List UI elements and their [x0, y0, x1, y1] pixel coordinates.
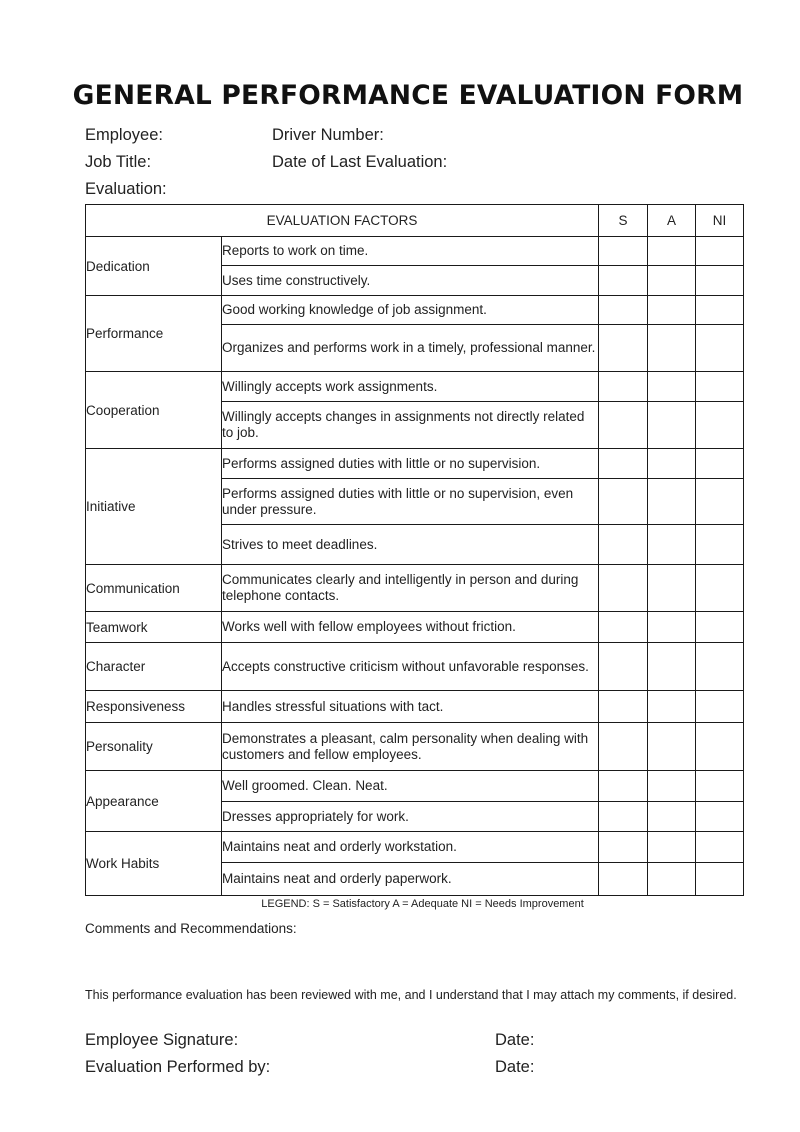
- evaluation-item: Handles stressful situations with tact.: [222, 691, 599, 723]
- evaluation-item: Organizes and performs work in a timely, professional manner.: [222, 325, 599, 372]
- evaluation-item: Performs assigned duties with little or no supervision, even under pressure.: [222, 479, 599, 525]
- rating-cell-needs-improvement[interactable]: [696, 237, 744, 266]
- category-label: Dedication: [86, 237, 222, 296]
- rating-cell-satisfactory[interactable]: [599, 565, 648, 612]
- rating-cell-needs-improvement[interactable]: [696, 325, 744, 372]
- rating-cell-needs-improvement[interactable]: [696, 296, 744, 325]
- evaluation-item: Good working knowledge of job assignment.: [222, 296, 599, 325]
- rating-cell-adequate[interactable]: [648, 325, 696, 372]
- evaluation-item: Well groomed. Clean. Neat.: [222, 771, 599, 802]
- rating-cell-satisfactory[interactable]: [599, 266, 648, 296]
- rating-cell-adequate[interactable]: [648, 565, 696, 612]
- table-row: [86, 612, 744, 643]
- table-row: [86, 237, 744, 266]
- header-evaluation-factors: EVALUATION FACTORS: [86, 205, 599, 237]
- rating-cell-adequate[interactable]: [648, 771, 696, 802]
- rating-cell-needs-improvement[interactable]: [696, 372, 744, 402]
- header-adequate: A: [648, 205, 696, 237]
- table-row: [86, 691, 744, 723]
- table-row: [86, 723, 744, 771]
- comments-label[interactable]: Comments and Recommendations:: [85, 921, 297, 936]
- rating-cell-adequate[interactable]: [648, 296, 696, 325]
- rating-cell-needs-improvement[interactable]: [696, 771, 744, 802]
- rating-cell-satisfactory[interactable]: [599, 479, 648, 525]
- category-label: Communication: [86, 565, 222, 612]
- table-row: [86, 832, 744, 863]
- rating-cell-satisfactory[interactable]: [599, 325, 648, 372]
- category-label: Character: [86, 643, 222, 691]
- rating-cell-adequate[interactable]: [648, 643, 696, 691]
- category-label: Responsiveness: [86, 691, 222, 723]
- table-row: [86, 565, 744, 612]
- evaluation-item: Reports to work on time.: [222, 237, 599, 266]
- rating-cell-satisfactory[interactable]: [599, 832, 648, 863]
- rating-cell-satisfactory[interactable]: [599, 723, 648, 771]
- rating-cell-needs-improvement[interactable]: [696, 863, 744, 896]
- rating-cell-needs-improvement[interactable]: [696, 479, 744, 525]
- table-row: [86, 372, 744, 402]
- category-label: Performance: [86, 296, 222, 372]
- evaluation-item: Maintains neat and orderly workstation.: [222, 832, 599, 863]
- category-label: Personality: [86, 723, 222, 771]
- rating-cell-adequate[interactable]: [648, 266, 696, 296]
- date-last-evaluation-field-label[interactable]: Date of Last Evaluation:: [272, 153, 448, 171]
- rating-cell-needs-improvement[interactable]: [696, 449, 744, 479]
- rating-cell-adequate[interactable]: [648, 372, 696, 402]
- rating-cell-needs-improvement[interactable]: [696, 643, 744, 691]
- driver-number-field-label[interactable]: Driver Number:: [272, 126, 384, 144]
- rating-cell-satisfactory[interactable]: [599, 643, 648, 691]
- evaluation-item: Uses time constructively.: [222, 266, 599, 296]
- acknowledgement-text: This performance evaluation has been reviewed with me, and I understand that I may attach my comments, if desired.: [85, 988, 737, 1002]
- evaluation-item: Strives to meet deadlines.: [222, 525, 599, 565]
- table-row: [86, 771, 744, 802]
- employee-signature-label[interactable]: Employee Signature:: [85, 1031, 239, 1049]
- rating-cell-satisfactory[interactable]: [599, 402, 648, 449]
- evaluation-item: Demonstrates a pleasant, calm personality when dealing with customers and fellow employees.: [222, 723, 599, 771]
- employee-date-label[interactable]: Date:: [495, 1031, 535, 1049]
- rating-cell-satisfactory[interactable]: [599, 863, 648, 896]
- rating-cell-needs-improvement[interactable]: [696, 691, 744, 723]
- header-needs-improvement: NI: [696, 205, 744, 237]
- rating-cell-adequate[interactable]: [648, 479, 696, 525]
- evaluation-item: Communicates clearly and intelligently in person and during telephone contacts.: [222, 565, 599, 612]
- category-label: Appearance: [86, 771, 222, 832]
- rating-cell-needs-improvement[interactable]: [696, 402, 744, 449]
- category-label: Cooperation: [86, 372, 222, 449]
- rating-cell-needs-improvement[interactable]: [696, 723, 744, 771]
- rating-cell-adequate[interactable]: [648, 832, 696, 863]
- performed-date-label[interactable]: Date:: [495, 1058, 535, 1076]
- rating-cell-adequate[interactable]: [648, 863, 696, 896]
- rating-cell-satisfactory[interactable]: [599, 296, 648, 325]
- rating-cell-adequate[interactable]: [648, 691, 696, 723]
- rating-cell-satisfactory[interactable]: [599, 525, 648, 565]
- form-title: GENERAL PERFORMANCE EVALUATION FORM: [72, 80, 744, 111]
- employee-field-label[interactable]: Employee:: [85, 126, 163, 144]
- table-row: [86, 296, 744, 325]
- evaluation-field-label[interactable]: Evaluation:: [85, 180, 167, 198]
- table-row: [86, 449, 744, 479]
- rating-cell-needs-improvement[interactable]: [696, 266, 744, 296]
- rating-cell-adequate[interactable]: [648, 525, 696, 565]
- table-row: [86, 643, 744, 691]
- table-header-row: [86, 205, 744, 237]
- rating-cell-needs-improvement[interactable]: [696, 612, 744, 643]
- rating-cell-adequate[interactable]: [648, 802, 696, 832]
- category-label: Teamwork: [86, 612, 222, 643]
- rating-cell-satisfactory[interactable]: [599, 237, 648, 266]
- rating-cell-needs-improvement[interactable]: [696, 832, 744, 863]
- rating-cell-satisfactory[interactable]: [599, 691, 648, 723]
- rating-cell-satisfactory[interactable]: [599, 612, 648, 643]
- rating-cell-satisfactory[interactable]: [599, 771, 648, 802]
- rating-cell-needs-improvement[interactable]: [696, 525, 744, 565]
- rating-cell-adequate[interactable]: [648, 449, 696, 479]
- rating-cell-satisfactory[interactable]: [599, 449, 648, 479]
- performed-by-label[interactable]: Evaluation Performed by:: [85, 1058, 271, 1076]
- evaluation-item: Performs assigned duties with little or no supervision.: [222, 449, 599, 479]
- category-label: Initiative: [86, 449, 222, 565]
- evaluation-table: [85, 204, 744, 896]
- evaluation-item: Willingly accepts changes in assignments not directly related to job.: [222, 402, 599, 449]
- category-label: Work Habits: [86, 832, 222, 896]
- evaluation-item: Accepts constructive criticism without unfavorable responses.: [222, 643, 599, 691]
- evaluation-item: Willingly accepts work assignments.: [222, 372, 599, 402]
- rating-cell-adequate[interactable]: [648, 237, 696, 266]
- rating-cell-needs-improvement[interactable]: [696, 802, 744, 832]
- rating-cell-adequate[interactable]: [648, 723, 696, 771]
- evaluation-item: Dresses appropriately for work.: [222, 802, 599, 832]
- job-title-field-label[interactable]: Job Title:: [85, 153, 152, 171]
- evaluation-item: Works well with fellow employees without friction.: [222, 612, 599, 643]
- rating-cell-needs-improvement[interactable]: [696, 565, 744, 612]
- rating-cell-satisfactory[interactable]: [599, 372, 648, 402]
- evaluation-item: Maintains neat and orderly paperwork.: [222, 863, 599, 896]
- legend: LEGEND: S = Satisfactory A = Adequate NI = Needs Improvement: [261, 898, 584, 910]
- rating-cell-adequate[interactable]: [648, 612, 696, 643]
- rating-cell-adequate[interactable]: [648, 402, 696, 449]
- header-satisfactory: S: [599, 205, 648, 237]
- rating-cell-satisfactory[interactable]: [599, 802, 648, 832]
